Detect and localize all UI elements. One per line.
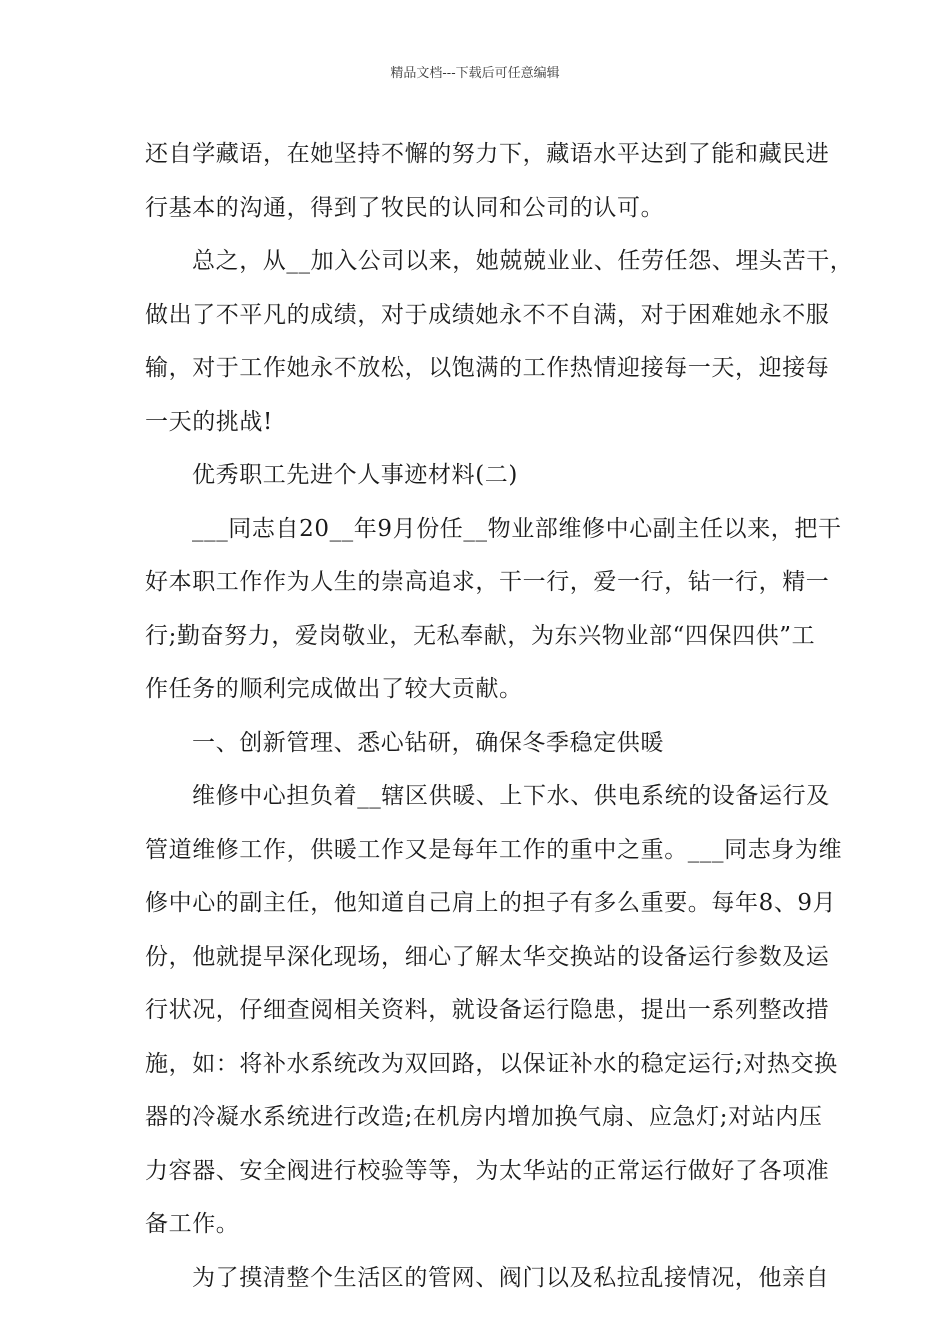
body-line: 器的冷凝水系统进行改造;在机房内增加换气扇、应急灯;对站内压 bbox=[145, 1104, 823, 1130]
body-line: 行;勤奋努力，爱岗敬业，无私奉献，为东兴物业部“四保四供”工 bbox=[145, 622, 816, 649]
paragraph-start-line: 维修中心担负着__辖区供暖、上下水、供电系统的设备运行及 bbox=[192, 783, 830, 809]
body-line: 施，如：将补水系统改为双回路，以保证补水的稳定运行;对热交换 bbox=[145, 1050, 838, 1077]
section-title: 优秀职工先进个人事迹材料(二) bbox=[192, 462, 518, 488]
body-line: 管道维修工作，供暖工作又是每年工作的重中之重。___同志身为维 bbox=[145, 836, 843, 863]
paragraph-start-line: ___同志自20__年9月份任__物业部维修中心副主任以来，把干 bbox=[192, 515, 842, 542]
body-line: 好本职工作作为人生的崇高追求，干一行，爱一行，钻一行，精一 bbox=[145, 569, 830, 595]
body-line: 行基本的沟通，得到了牧民的认同和公司的认可。 bbox=[145, 194, 665, 221]
paragraph-start-line: 为了摸清整个生活区的管网、阀门以及私拉乱接情况，他亲自 bbox=[192, 1264, 830, 1291]
body-line: 做出了不平凡的成绩，对于成绩她永不不自满，对于困难她永不服 bbox=[145, 301, 830, 328]
paragraph-start-line: 总之，从__加入公司以来，她兢兢业业、任劳任怨、埋头苦干， bbox=[192, 248, 854, 274]
body-line: 输，对于工作她永不放松，以饱满的工作热情迎接每一天，迎接每 bbox=[145, 355, 830, 381]
page-header: 精品文档---下载后可任意编辑 bbox=[390, 66, 560, 81]
body-line: 一天的挑战! bbox=[145, 408, 273, 435]
body-line: 还自学藏语，在她坚持不懈的努力下，藏语水平达到了能和藏民进 bbox=[145, 141, 830, 167]
body-line: 修中心的副主任，他知道自己肩上的担子有多么重要。每年8、9月 bbox=[145, 890, 837, 916]
document-body bbox=[145, 128, 854, 1305]
body-line: 行状况，仔细查阅相关资料，就设备运行隐患，提出一系列整改措 bbox=[145, 997, 830, 1023]
body-line: 作任务的顺利完成做出了较大贡献。 bbox=[145, 676, 523, 702]
subsection-heading: 一、创新管理、悉心钻研，确保冬季稳定供暖 bbox=[192, 729, 664, 756]
body-line: 备工作。 bbox=[145, 1211, 240, 1237]
body-line: 力容器、安全阀进行校验等等，为太华站的正常运行做好了各项准 bbox=[145, 1157, 830, 1184]
body-line: 份，他就提早深化现场，细心了解太华交换站的设备运行参数及运 bbox=[145, 943, 830, 970]
